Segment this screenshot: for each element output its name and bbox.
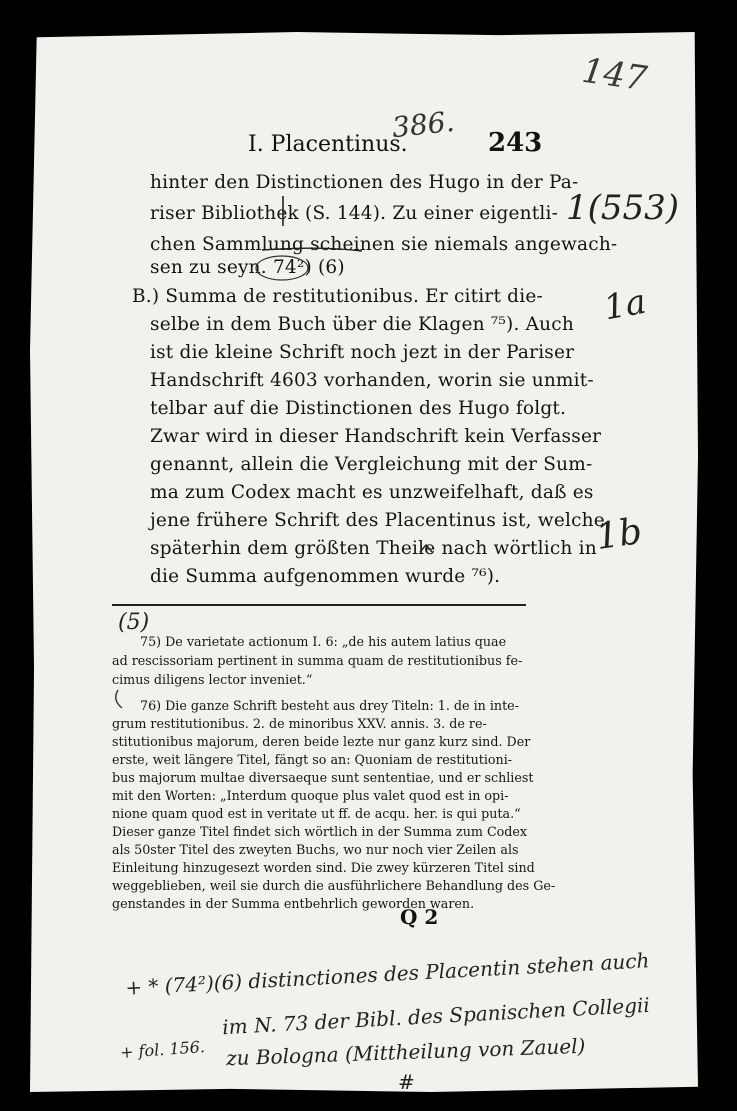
signature-mark: Q 2 [400, 905, 439, 929]
footnote-line: Einleitung hinzugesezt worden sind. Die zwey kürzeren Titel sind [112, 860, 535, 875]
body-line: telbar auf die Distinctionen des Hugo folgt. [150, 398, 567, 419]
footnote-line: nione quam quod est in veritate ut ff. de acqu. her. is qui puta.“ [112, 806, 521, 821]
footnote-line: als 50ster Titel des zweyten Buchs, wo nur noch vier Zeilen als [112, 842, 519, 857]
footnote-line: bus majorum multae diversaeque sunt sententiae, und er schliest [112, 770, 534, 785]
annotation-margin-3: 1b [593, 511, 645, 558]
body-line: hinter den Distinctionen des Hugo in der Pa- [150, 172, 579, 193]
footnote-line: weggeblieben, weil sie durch die ausführlichere Behandlung des Ge- [112, 878, 556, 893]
footnote-line: 75) De varietate actionum I. 6: „de his autem latius quae [140, 634, 507, 649]
annotation-bottom-5: # [398, 1070, 415, 1094]
body-line: ma zum Codex macht es unzweifelhaft, daß es [150, 482, 594, 503]
body-line: riser Bibliothek (S. 144). Zu einer eigentli- [150, 203, 559, 224]
annotation-fn-mark: (5) [118, 610, 150, 635]
footnote-line: grum restitutionibus. 2. de minoribus XXV. annis. 3. de re- [112, 716, 487, 731]
running-title: I. Placentinus. [248, 132, 408, 157]
body-line: Handschrift 4603 vorhanden, worin sie unmit- [150, 370, 594, 391]
footnote-line: erste, weit längere Titel, fängt so an: Quoniam de restitutioni- [112, 752, 513, 767]
body-line: ist die kleine Schrift noch jezt in der Pariser [150, 342, 575, 363]
body-line: jene frühere Schrift des Placentinus ist, welche [150, 510, 605, 531]
annotation-margin-1: 1(553) [566, 188, 680, 228]
footnote-line: 76) Die ganze Schrift besteht aus drey Titeln: 1. de in inte- [140, 698, 519, 713]
body-line: späterhin dem größten Theile nach wörtlich in [150, 538, 597, 559]
annotation-bottom-2: im N. 73 der Bibl. des Spanischen Collegii [221, 992, 651, 1040]
annotation-bottom-3: zu Bologna (Mittheilung von Zauel) [225, 1033, 586, 1071]
body-line: die Summa aufgenommen wurde ⁷⁶). [150, 566, 501, 587]
body-line: genannt, allein die Vergleichung mit der Sum- [150, 454, 593, 475]
body-line: B.) Summa de restitutionibus. Er citirt die- [132, 286, 543, 307]
body-line: selbe in dem Buch über die Klagen ⁷⁵). Auch [150, 314, 574, 335]
annotation-margin-2: 1a [600, 281, 650, 329]
footnote-line: cimus diligens lector inveniet.“ [112, 672, 313, 687]
footnote-line: Dieser ganze Titel findet sich wörtlich in der Summa zum Codex [112, 824, 528, 839]
body-line: chen Sammlung scheinen sie niemals angewach- [150, 234, 618, 255]
annotation-top-right: 147 [579, 50, 650, 100]
annotation-bottom-1: + * (74²)(6) distinctiones des Placentin stehen auch [124, 948, 650, 1000]
annotation-bottom-4: + fol. 156. [119, 1037, 206, 1062]
body-line: sen zu seyn. 74²) (6) [150, 257, 345, 278]
footnote-line: ad rescissoriam pertinent in summa quam de restitutionibus fe- [112, 653, 523, 668]
body-line: Zwar wird in dieser Handschrift kein Verfasser [150, 426, 602, 447]
footnote-line: stitutionibus majorum, deren beide lezte nur ganz kurz sind. Der [112, 734, 531, 749]
footnote-line: genstandes in der Summa entbehrlich geworden waren. [112, 896, 475, 911]
page-number: 243 [488, 128, 543, 158]
annotation-header-note: 386. [390, 104, 456, 145]
footnote-line: mit den Worten: „Interdum quoque plus valet quod est in opi- [112, 788, 509, 803]
